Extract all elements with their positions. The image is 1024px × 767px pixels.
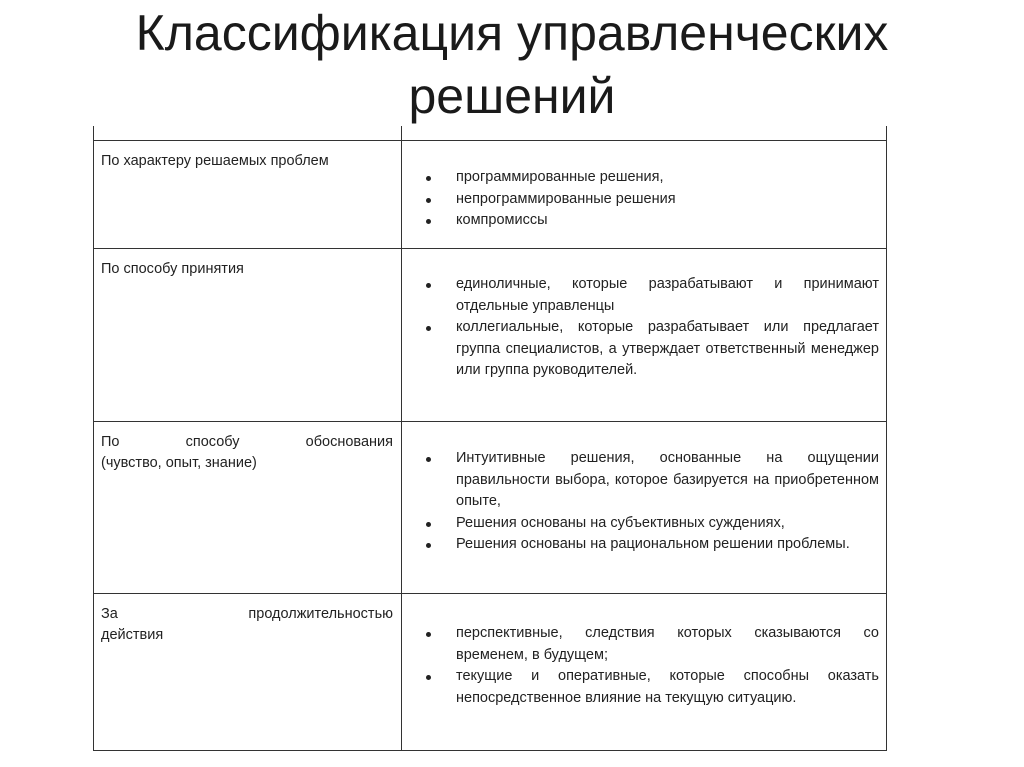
category-line-1: По способу обоснования bbox=[101, 434, 393, 450]
items-list bbox=[424, 274, 879, 382]
classification-table bbox=[93, 126, 887, 751]
table-row bbox=[94, 421, 886, 593]
table-row bbox=[94, 593, 886, 751]
category-line-1: За продолжительностью bbox=[101, 606, 393, 622]
category-cell: По характеру решаемых проблем bbox=[101, 153, 329, 169]
table-row bbox=[94, 140, 886, 248]
category-line-2: действия bbox=[101, 627, 164, 643]
slide-title-line-1: Классификация управленческих bbox=[135, 5, 889, 61]
list-item: текущие и оперативные, которые способны оказать непосредственное влияние на текущую ситуацию. bbox=[424, 666, 879, 709]
list-item: Решения основаны на рациональном решении проблемы. bbox=[424, 534, 879, 556]
items-list bbox=[424, 167, 879, 232]
list-item: перспективные, следствия которых сказываются со временем, в будущем; bbox=[424, 623, 879, 666]
list-item: Решения основаны на субъективных суждениях, bbox=[424, 513, 879, 535]
list-item: программированные решения, bbox=[424, 167, 879, 189]
slide-title-line-2: решений bbox=[408, 68, 616, 124]
table-row bbox=[94, 248, 886, 421]
list-item: единоличные, которые разрабатывают и принимают отдельные управленцы bbox=[424, 274, 879, 317]
slide-title bbox=[0, 2, 1024, 128]
category-cell: По способу принятия bbox=[101, 261, 244, 277]
category-cell bbox=[101, 604, 393, 646]
list-item: компромиссы bbox=[424, 210, 879, 232]
list-item: непрограммированные решения bbox=[424, 189, 879, 211]
items-list bbox=[424, 623, 879, 709]
items-list bbox=[424, 448, 879, 556]
list-item: Интуитивные решения, основанные на ощущении правильности выбора, которое базируется на приобретенном опыте, bbox=[424, 448, 879, 513]
category-line-2: (чувство, опыт, знание) bbox=[101, 455, 257, 471]
category-cell bbox=[101, 432, 393, 474]
list-item: коллегиальные, которые разрабатывает или предлагает группа специалистов, а утверждает ответственный менеджер или группа руководителей. bbox=[424, 317, 879, 382]
